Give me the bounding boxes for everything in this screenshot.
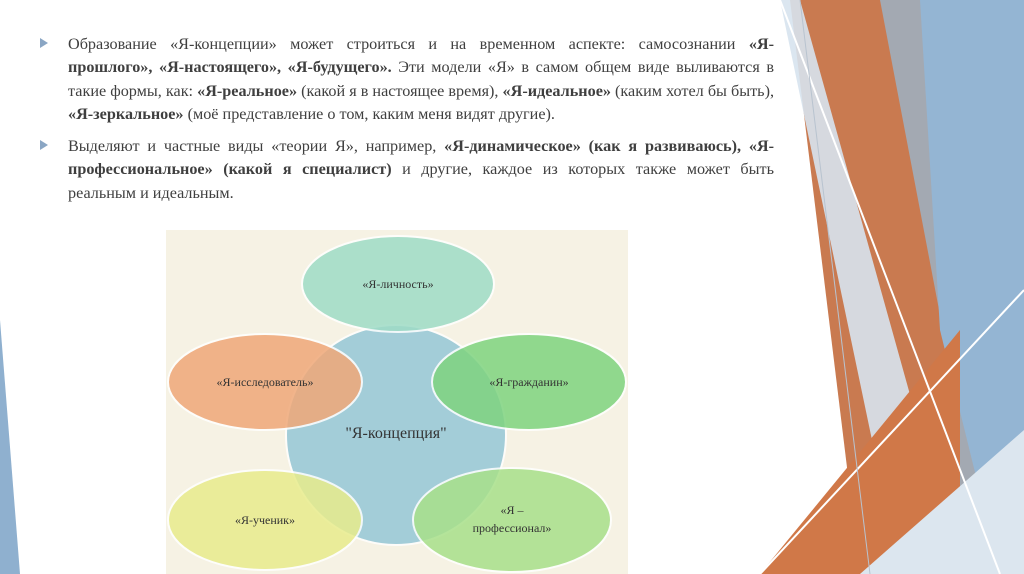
bottom-right-label-line2: профессионал» (472, 521, 552, 535)
bullet-list (38, 33, 774, 214)
bold-text-segment: «Я-реальное» (197, 81, 298, 100)
top-label: «Я-личность» (362, 277, 434, 291)
text-segment: и другие, каждое из которых также может быть реальным и идеальным. (68, 160, 774, 202)
center-label: "Я-концепция" (345, 425, 447, 442)
right-label: «Я-гражданин» (489, 375, 569, 389)
text-segment: Выделяют и частные виды «теории Я», например, (68, 137, 445, 156)
self-concept-diagram (166, 230, 628, 574)
diagram-svg (166, 230, 628, 574)
bold-text-segment: «Я-зеркальное» (68, 104, 184, 123)
bullet-text-2 (68, 137, 774, 202)
bullet-text-1 (68, 35, 774, 123)
left-label: «Я-исследователь» (216, 375, 314, 389)
text-segment: (какой я в настоящее время), (297, 81, 503, 100)
bold-text-segment: «Я-идеальное» (502, 81, 611, 100)
bold-text-segment: «Я-прошлого», «Я-настоящего», «Я-будущего». (68, 35, 774, 77)
text-segment: Эти модели «Я» в самом общем виде выливаются в такие формы, как: (68, 58, 774, 100)
bottom-right-ellipse (413, 468, 611, 572)
text-segment: (каким хотел бы быть), (610, 81, 775, 100)
bottom-right-label-line1: «Я – (500, 503, 524, 517)
bullet-item-1 (38, 33, 774, 126)
bottom-left-label: «Я-ученик» (234, 513, 296, 527)
bullet-marker-icon (40, 38, 48, 48)
bullet-item-2 (38, 135, 774, 205)
bullet-marker-icon (40, 140, 48, 150)
text-segment: (моё представление о том, каким меня видят другие). (183, 104, 555, 123)
text-segment: Образование «Я-концепции» может строиться и на временном аспекте: самосознании (68, 35, 749, 53)
deco-left-blue-triangle (0, 320, 20, 574)
bold-text-segment: «Я-динамическое» (как я развиваюсь), «Я-профессиональное» (какой я специалист) (68, 137, 775, 179)
